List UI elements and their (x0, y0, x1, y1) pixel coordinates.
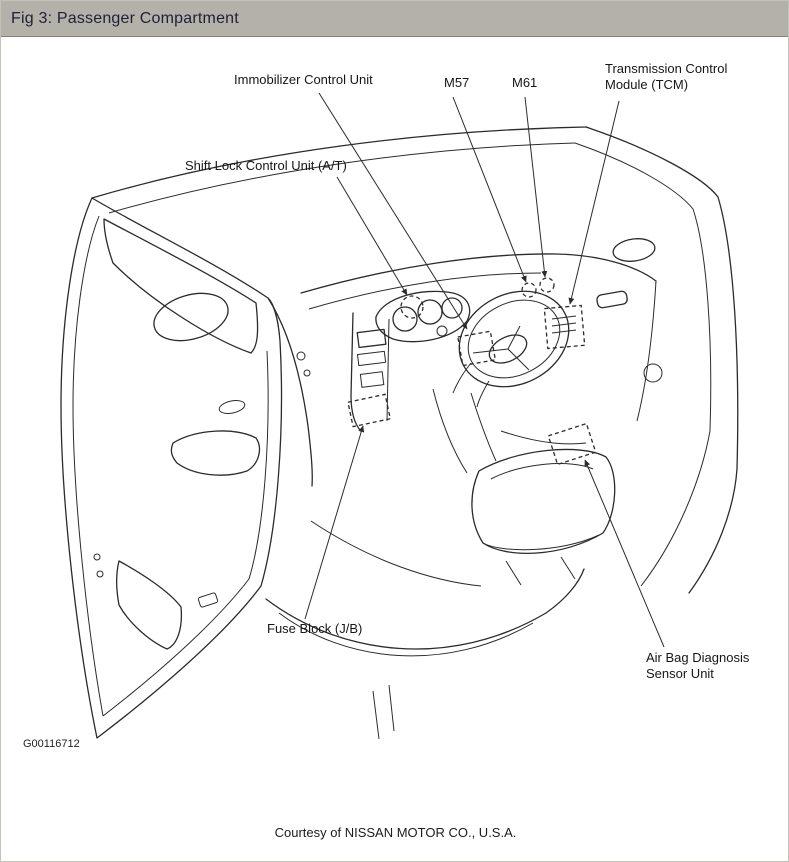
steering-wheel (443, 273, 585, 407)
figure-title: Fig 3: Passenger Compartment (11, 9, 239, 27)
car-interior-drawing (1, 1, 789, 862)
immobilizer-marker (458, 331, 496, 365)
label-fuse-block: Fuse Block (J/B) (267, 621, 363, 636)
shift-lock-leader (337, 177, 407, 295)
passenger-compartment-diagram (1, 1, 789, 862)
door-outline (61, 198, 281, 738)
fuse-block-marker (348, 394, 390, 426)
label-m61: M61 (512, 75, 538, 90)
label-shift-lock-control-unit: Shift Lock Control Unit (A/T) (185, 158, 347, 173)
m57-marker (522, 283, 536, 297)
label-immobilizer-control-unit: Immobilizer Control Unit (234, 72, 373, 87)
airbag-leader (585, 460, 664, 647)
m61-marker (540, 278, 554, 292)
label-m57: M57 (444, 75, 470, 90)
immobilizer-leader (319, 93, 467, 329)
body-outline (92, 127, 738, 593)
dashboard (301, 254, 656, 431)
seat-and-floor (266, 389, 615, 739)
label-transmission-control-module: Transmission Control Module (TCM) (605, 61, 728, 93)
courtesy-text: Courtesy of NISSAN MOTOR CO., U.S.A. (274, 825, 517, 840)
leader-lines (305, 93, 664, 647)
figure-id: G00116712 (23, 738, 80, 750)
m61-leader (525, 97, 545, 277)
label-airbag-diagnosis-sensor-unit: Air Bag Diagnosis Sensor Unit (646, 650, 750, 682)
tcm-leader (570, 101, 619, 304)
m57-leader (453, 97, 526, 282)
